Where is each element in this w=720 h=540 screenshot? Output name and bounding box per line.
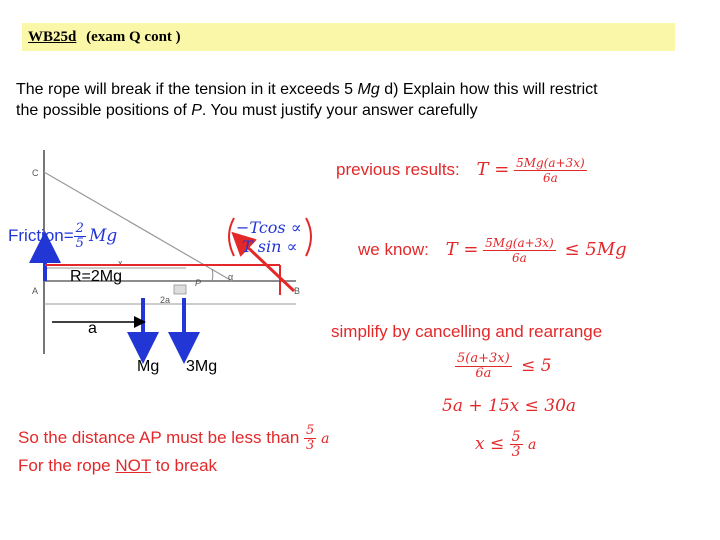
point-b-label: B (294, 286, 301, 296)
conclusion-fraction (304, 424, 316, 453)
angle-label: α (228, 272, 234, 282)
step1-num: 5(a+3x) (457, 351, 510, 366)
problem-mg: Mg (357, 81, 380, 98)
step3-a: a (527, 437, 537, 453)
step-1 (455, 352, 552, 381)
previous-lhs: T = (476, 158, 510, 180)
step3-num: 5 (511, 429, 521, 445)
step-2: 5a + 15x ≤ 30a (442, 396, 577, 416)
weight-mg-label: Mg (137, 358, 160, 375)
conclusion-a: a (321, 430, 330, 447)
previous-num: 5Mg(a+3x) (516, 156, 585, 170)
conclusion-post: to break (150, 456, 218, 475)
friction-mg: Mg (88, 225, 118, 246)
previous-label: previous results: (336, 159, 460, 179)
weknow-lhs: T = (445, 238, 479, 260)
bracket-right (306, 218, 311, 256)
problem-statement (16, 79, 696, 121)
simplify-note: simplify by cancelling and rearrange (331, 322, 603, 341)
step1-fraction (455, 352, 512, 381)
point-p-label: P (195, 278, 202, 288)
tension-components (236, 218, 302, 256)
step1-den: 6a (475, 366, 492, 381)
component-sin: T sin ∝ (242, 237, 298, 256)
title-bar (22, 23, 675, 51)
reaction-label: R=2Mg (70, 268, 123, 285)
block-p (174, 285, 186, 294)
step3-den: 3 (511, 444, 521, 460)
component-cos: −Tcos ∝ (236, 218, 302, 237)
friction-label (8, 222, 117, 251)
problem-text: The rope will break if the tension in it exceeds 5 (16, 81, 358, 98)
weknow-den: 6a (512, 251, 527, 265)
step-3 (475, 430, 536, 459)
step1-rhs: ≤ 5 (521, 356, 552, 376)
problem-text: . You must justify your answer carefully (201, 102, 478, 119)
previous-results (336, 156, 587, 185)
step3-lhs: x ≤ (475, 434, 505, 454)
previous-den: 6a (542, 171, 558, 185)
point-a-label: A (32, 286, 39, 296)
problem-text: the possible positions of (16, 102, 192, 119)
conclusion-line-2 (18, 453, 329, 479)
conclusion-den: 3 (306, 438, 315, 453)
problem-text: d) Explain how this will restrict (379, 81, 598, 98)
weknow-label: we know: (358, 239, 429, 259)
slide-title (28, 29, 181, 46)
conclusion (18, 424, 329, 479)
bracket-left (229, 218, 234, 256)
conclusion-text: So the distance AP must be less than (18, 427, 300, 447)
step3-fraction (510, 430, 523, 459)
weknow-rhs: ≤ 5Mg (564, 238, 627, 260)
title-code: WB25d (28, 29, 77, 45)
weight-3mg-label: 3Mg (186, 358, 218, 375)
angle-arc (212, 269, 213, 281)
a-label: a (88, 320, 97, 337)
friction-den: 5 (75, 236, 84, 251)
friction-fraction (74, 222, 86, 251)
friction-num: 2 (75, 221, 84, 236)
weknow-fraction (483, 236, 556, 265)
conclusion-pre: For the rope (18, 456, 116, 475)
previous-fraction (514, 156, 587, 185)
title-subtitle: (exam Q cont ) (86, 29, 181, 45)
we-know (358, 236, 627, 265)
conclusion-line-1 (18, 424, 329, 453)
conclusion-num: 5 (306, 423, 315, 438)
weknow-num: 5Mg(a+3x) (485, 236, 554, 250)
x-label: x (118, 258, 123, 268)
friction-text: Friction= (8, 225, 74, 245)
point-c-label: C (32, 168, 39, 178)
conclusion-not: NOT (115, 456, 151, 475)
2a-label: 2a (160, 295, 171, 305)
problem-p: P (191, 102, 202, 119)
